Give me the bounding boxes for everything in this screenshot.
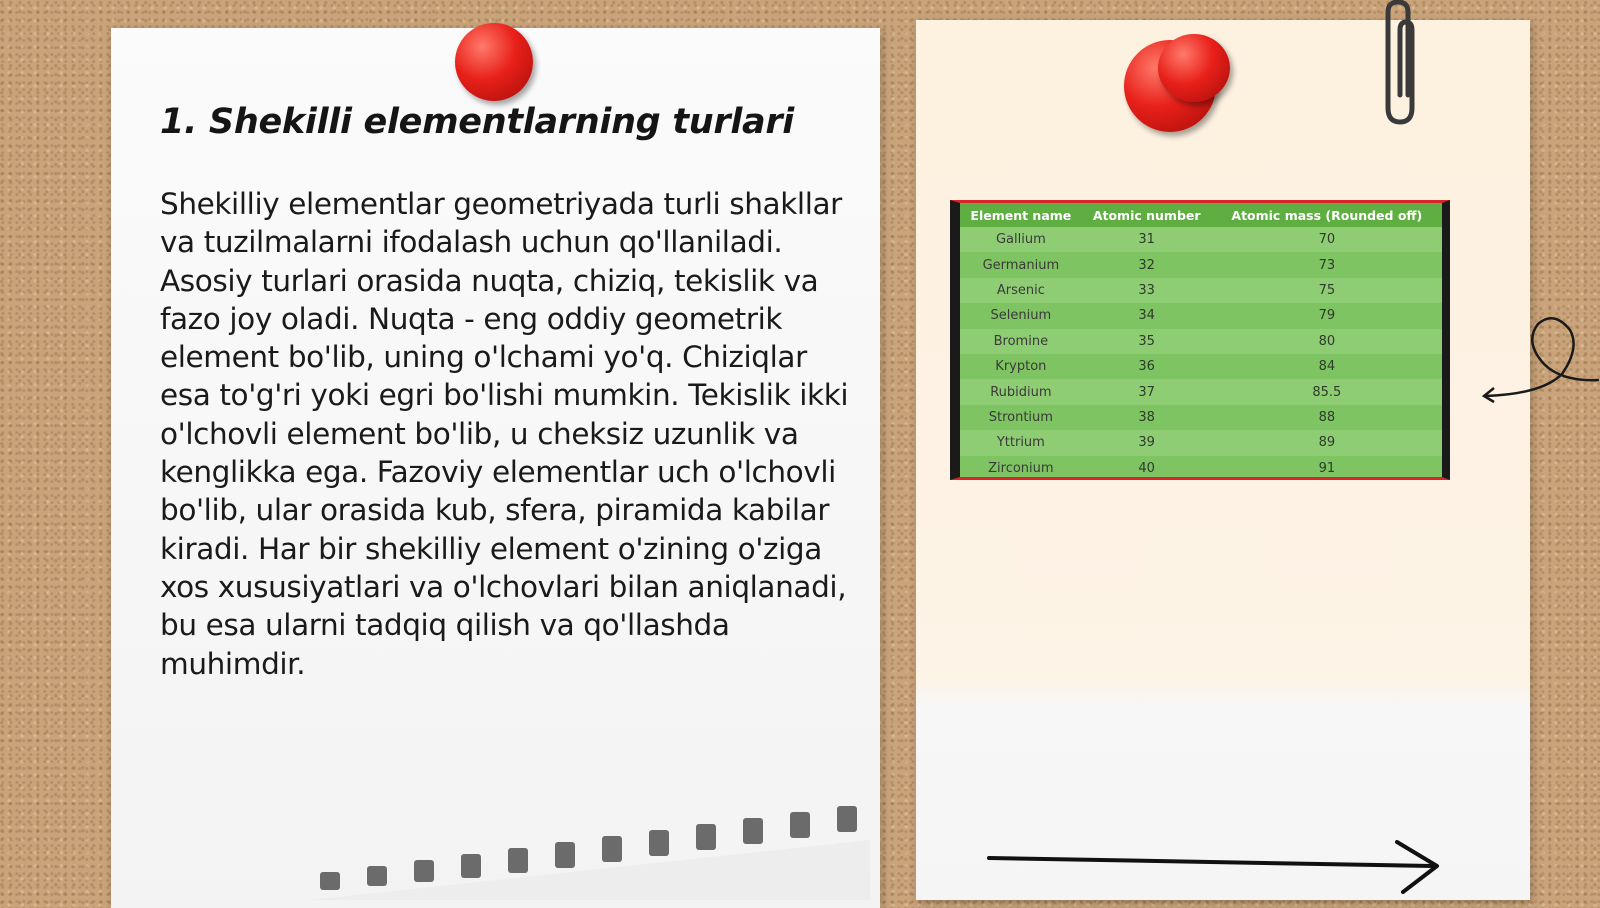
cell-atomic-number: 38	[1082, 405, 1212, 430]
table-row	[960, 278, 1442, 303]
cell-element-name: Bromine	[960, 329, 1082, 354]
paperclip-icon	[1378, 0, 1428, 125]
table-row	[960, 354, 1442, 379]
cell-atomic-mass: 84	[1212, 354, 1442, 379]
cell-atomic-mass: 79	[1212, 303, 1442, 328]
cell-atomic-mass: 73	[1212, 252, 1442, 277]
loop-doodle-icon	[1482, 312, 1600, 412]
cell-atomic-number: 33	[1082, 278, 1212, 303]
cell-atomic-number: 34	[1082, 303, 1212, 328]
table-row	[960, 430, 1442, 455]
slide-body-text: Shekilliy elementlar geometriyada turli shakllar va tuzilmalarni ifodalash uchun qo'llaniladi. Asosiy turlari orasida nuqta, chiziq, tekislik va fazo joy oladi. Nuqta - eng oddiy geometrik element bo'lib, uning o'lchami yo'q. Chiziqlar esa to'g'ri yoki egri bo'lishi mumkin. Tekislik ikki o'lchovli element bo'lib, u cheksiz uzunlik va kenglikka ega. Fazoviy elementlar uch o'lchovli bo'lib, ular orasida kub, sfera, piramida kabilar kiradi. Har bir shekilliy element o'zining o'ziga xos xususiyatlari va o'lchovlari bilan aniqlanadi, bu esa ularni tadqiq qilish va qo'llashda muhimdir.	[160, 187, 849, 681]
cell-atomic-number: 39	[1082, 430, 1212, 455]
cell-element-name: Selenium	[960, 303, 1082, 328]
elements-table	[950, 200, 1450, 480]
table-row	[960, 379, 1442, 404]
cell-element-name: Zirconium	[960, 456, 1082, 480]
cell-atomic-mass: 88	[1212, 405, 1442, 430]
table-header-row	[960, 203, 1442, 227]
cell-atomic-number: 40	[1082, 456, 1212, 480]
arrow-right-icon	[985, 840, 1447, 900]
table-row	[960, 303, 1442, 328]
column-header-atomic-mass: Atomic mass (Rounded off)	[1212, 203, 1442, 227]
cell-atomic-number: 37	[1082, 379, 1212, 404]
cell-atomic-mass: 91	[1212, 456, 1442, 480]
cell-atomic-number: 36	[1082, 354, 1212, 379]
column-header-element-name: Element name	[960, 203, 1082, 227]
binder-rings-decoration	[310, 800, 870, 900]
slide-title: 1. Shekilli elementlarning turlari	[160, 102, 795, 142]
cell-atomic-mass: 80	[1212, 329, 1442, 354]
cell-atomic-number: 32	[1082, 252, 1212, 277]
table-row	[960, 405, 1442, 430]
cell-element-name: Krypton	[960, 354, 1082, 379]
cell-atomic-mass: 89	[1212, 430, 1442, 455]
cell-atomic-mass: 70	[1212, 227, 1442, 252]
table-row	[960, 252, 1442, 277]
cell-element-name: Rubidium	[960, 379, 1082, 404]
cell-element-name: Germanium	[960, 252, 1082, 277]
table-row	[960, 227, 1442, 252]
cell-element-name: Strontium	[960, 405, 1082, 430]
push-pin-icon	[1158, 34, 1230, 102]
cell-atomic-mass: 85.5	[1212, 379, 1442, 404]
cell-atomic-number: 35	[1082, 329, 1212, 354]
push-pin-icon	[455, 23, 533, 101]
cell-element-name: Gallium	[960, 227, 1082, 252]
column-header-atomic-number: Atomic number	[1082, 203, 1212, 227]
cell-atomic-mass: 75	[1212, 278, 1442, 303]
table-row	[960, 456, 1442, 480]
cell-element-name: Yttrium	[960, 430, 1082, 455]
cell-element-name: Arsenic	[960, 278, 1082, 303]
cell-atomic-number: 31	[1082, 227, 1212, 252]
table-row	[960, 329, 1442, 354]
